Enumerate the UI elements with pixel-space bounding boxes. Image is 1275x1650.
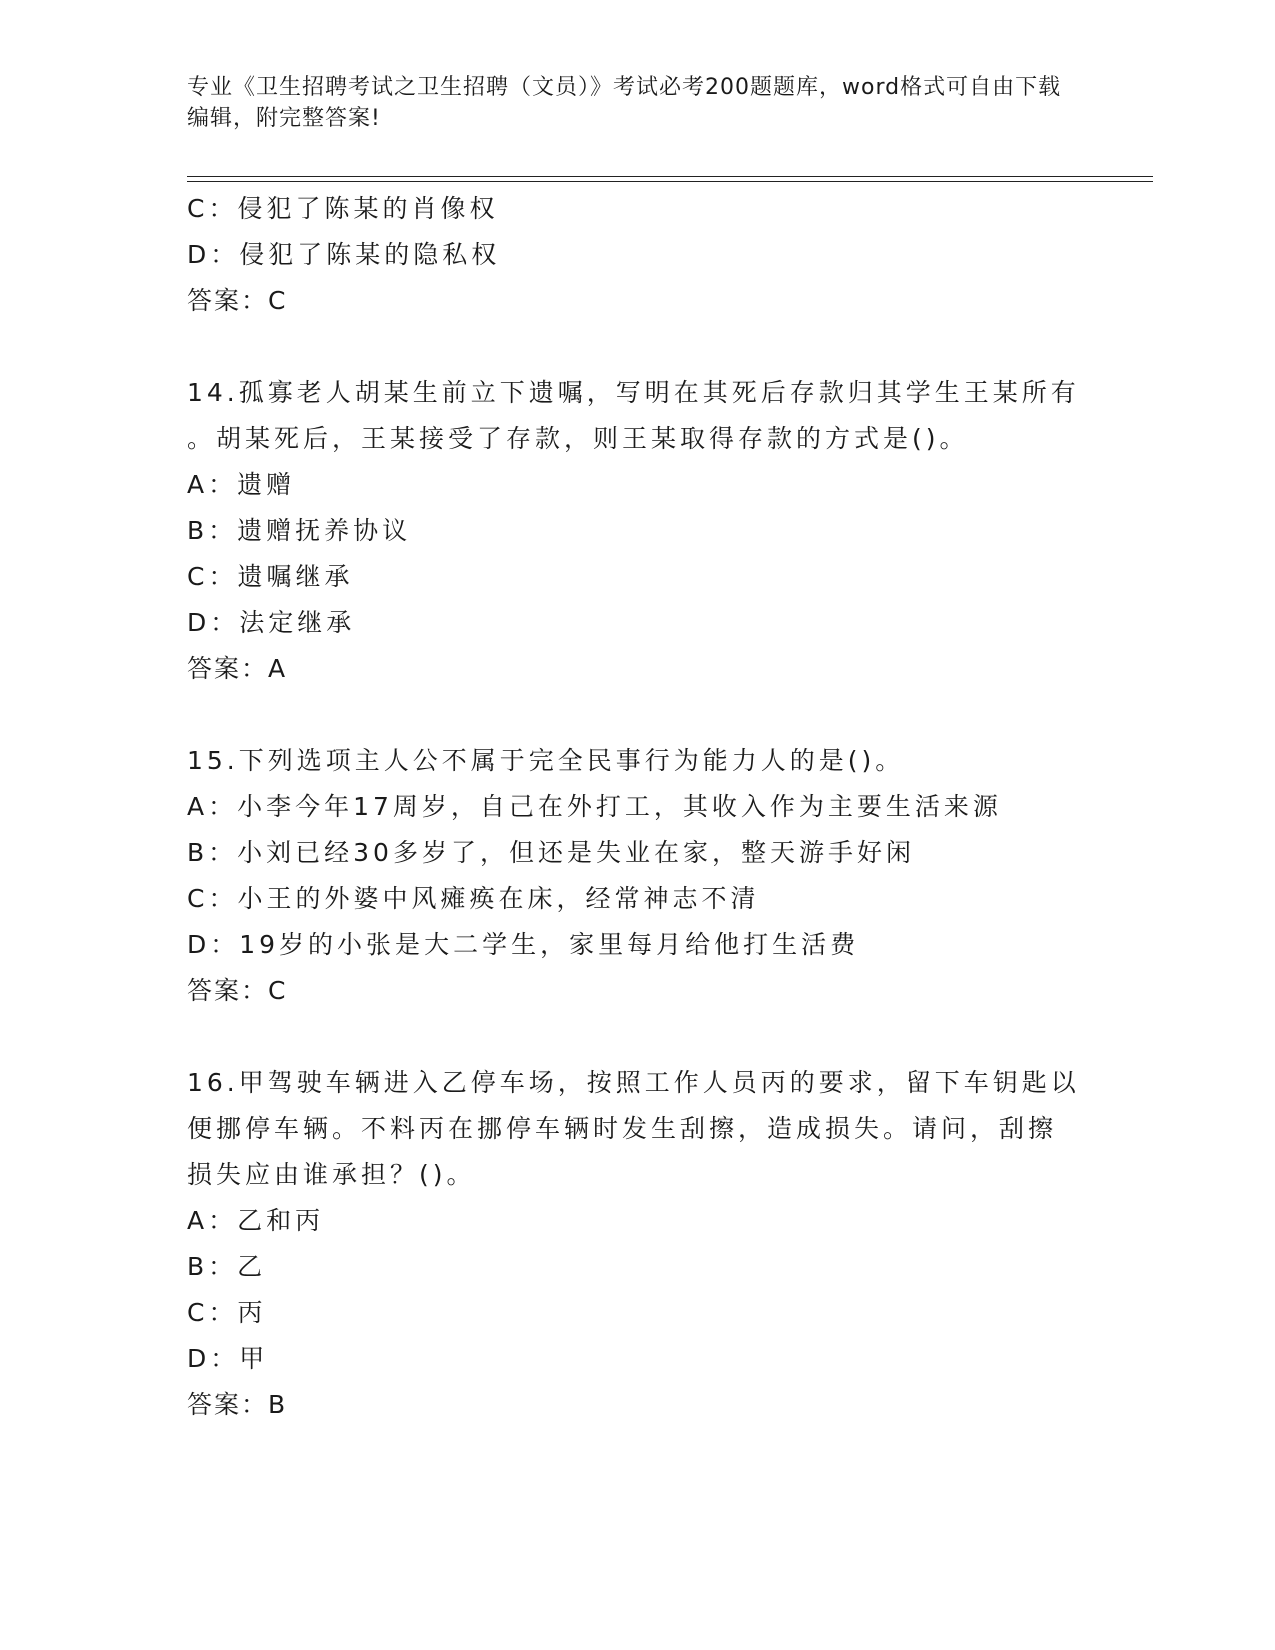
option-c: C：侵犯了陈某的肖像权 (187, 194, 499, 223)
option-b: B：乙 (187, 1252, 267, 1281)
carryover-question (187, 186, 1087, 324)
spacer (187, 1014, 1087, 1060)
option-c: C：小王的外婆中风瘫痪在床，经常神志不清 (187, 884, 760, 913)
document-header: 专业《卫生招聘考试之卫生招聘（文员）》考试必考200题题库，word格式可自由下载编辑，附完整答案! (187, 75, 1062, 131)
answer-line: 答案：B (187, 1390, 288, 1419)
option-d: D：19岁的小张是大二学生，家里每月给他打生活费 (187, 930, 860, 959)
question-15 (187, 738, 1087, 1014)
option-a: A：乙和丙 (187, 1206, 325, 1235)
option-d: D：法定继承 (187, 608, 356, 637)
header-divider-top (187, 176, 1153, 177)
question-stem-line: 15.下列选项主人公不属于完全民事行为能力人的是()。 (187, 746, 905, 775)
option-c: C：遗嘱继承 (187, 562, 354, 591)
answer-line: 答案：A (187, 654, 288, 683)
question-14 (187, 370, 1087, 692)
option-d: D：侵犯了陈某的隐私权 (187, 240, 501, 269)
option-b: B：小刘已经30多岁了，但还是失业在家，整天游手好闲 (187, 838, 915, 867)
question-stem-line: 16.甲驾驶车辆进入乙停车场，按照工作人员丙的要求，留下车钥匙以 (187, 1068, 1080, 1097)
spacer (187, 692, 1087, 738)
option-a: A：小李今年17周岁，自己在外打工，其收入作为主要生活来源 (187, 792, 1002, 821)
header-divider-bottom (187, 181, 1153, 182)
answer-line: 答案：C (187, 286, 288, 315)
question-list (187, 186, 1087, 1428)
option-d: D：甲 (187, 1344, 269, 1373)
option-b: B：遗赠抚养协议 (187, 516, 412, 545)
question-stem-line: 。胡某死后，王某接受了存款，则王某取得存款的方式是()。 (187, 424, 969, 453)
option-c: C：丙 (187, 1298, 267, 1327)
question-16 (187, 1060, 1087, 1428)
option-a: A：遗赠 (187, 470, 296, 499)
question-stem-line: 损失应由谁承担？()。 (187, 1160, 476, 1189)
question-stem-line: 14.孤寡老人胡某生前立下遗嘱，写明在其死后存款归其学生王某所有 (187, 378, 1080, 407)
question-stem-line: 便挪停车辆。不料丙在挪停车辆时发生刮擦，造成损失。请问，刮擦 (187, 1114, 1058, 1143)
spacer (187, 324, 1087, 370)
answer-line: 答案：C (187, 976, 288, 1005)
